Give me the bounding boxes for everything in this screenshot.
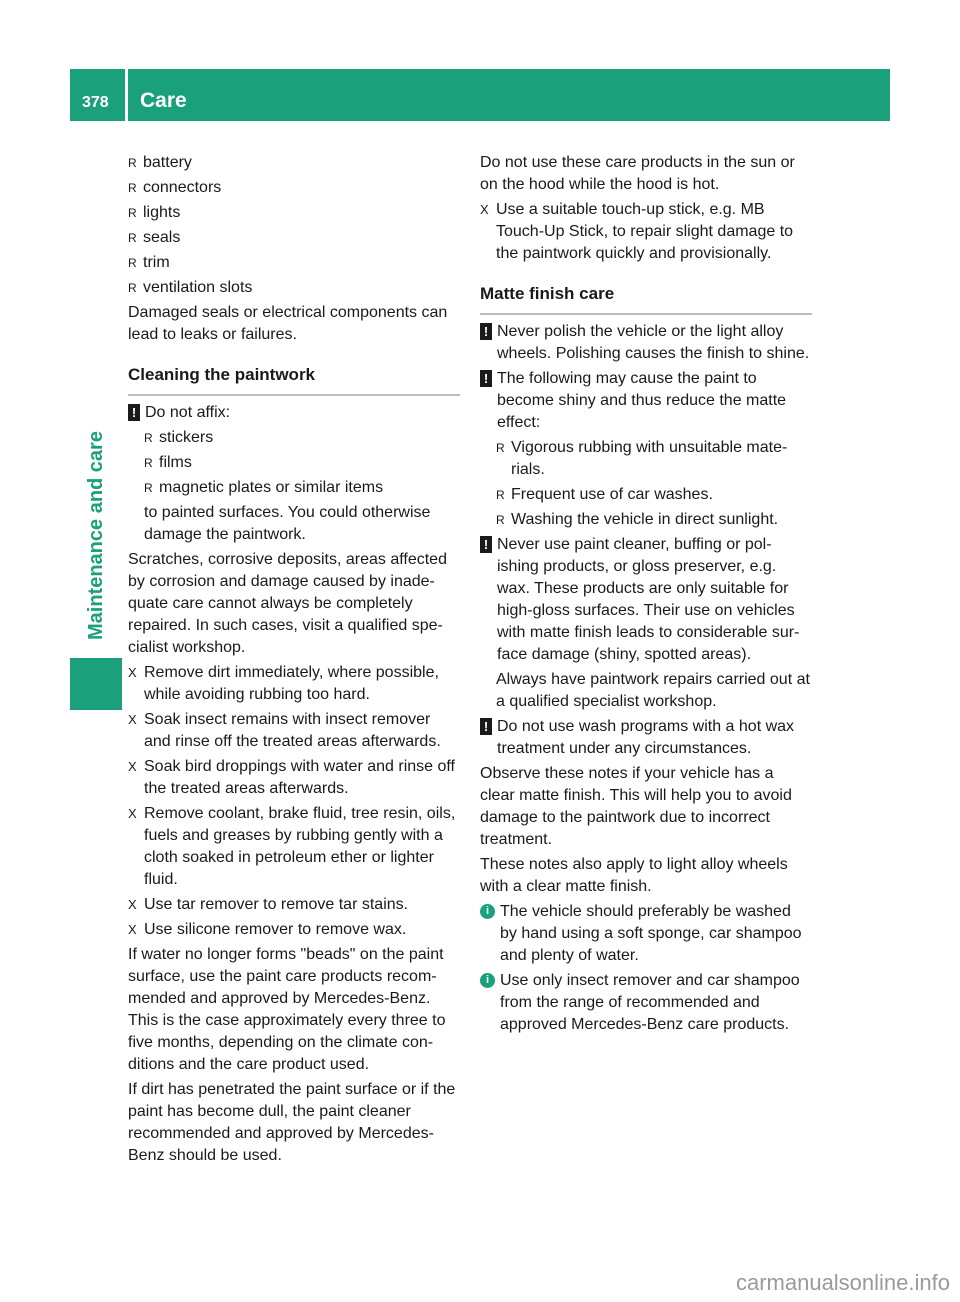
warning-note: ! Never use paint cleaner, buffing or pol- ishing products, or gloss preserver, e.g. wax. These products are only suitable for high-gloss surfaces. Their use on vehicles with matte finish leads to considerable sur- face damage (shiny, spotted areas). <box>480 534 812 666</box>
warning-icon: ! <box>480 323 492 340</box>
list-item: R ventilation slots <box>128 277 460 299</box>
list-item: R stickers <box>144 427 460 449</box>
step-arrow-icon: X <box>128 897 137 912</box>
paragraph: Scratches, corrosive deposits, areas affected by corrosion and damage caused by inade- quate care cannot always be completely repaired. In such cases, visit a qualified spe- cialist workshop. <box>128 551 447 656</box>
info-note: i The vehicle should preferably be washed by hand using a soft sponge, car shampoo and plenty of water. <box>480 901 812 967</box>
list-item: R films <box>144 452 460 474</box>
list-item: R seals <box>128 227 460 249</box>
section-heading: Cleaning the paintwork <box>128 364 460 396</box>
section-title: Care <box>140 89 187 112</box>
left-column <box>128 152 460 1170</box>
bullet-icon: R <box>128 206 137 220</box>
instruction-step: X Use a suitable touch-up stick, e.g. MB Touch-Up Stick, to repair slight damage to the paintwork quickly and provisionally. <box>480 199 812 265</box>
list-item: R battery <box>128 152 460 174</box>
paragraph: Damaged seals or electrical components can lead to leaks or failures. <box>128 304 448 343</box>
warning-note: ! Never polish the vehicle or the light alloy wheels. Polishing causes the finish to shine. <box>480 321 812 365</box>
warning-note: ! The following may cause the paint to become shiny and thus reduce the matte effect: <box>480 368 812 434</box>
step-arrow-icon: X <box>128 712 137 727</box>
paragraph: If dirt has penetrated the paint surface or if the paint has become dull, the paint cleaner recommended and approved by Mercedes- Benz should be used. <box>128 1081 456 1164</box>
step-arrow-icon: X <box>480 202 489 217</box>
watermark: carmanualsonline.info <box>735 1270 950 1295</box>
side-tab-marker <box>70 658 122 710</box>
bullet-icon: R <box>496 513 505 527</box>
bullet-icon: R <box>144 481 153 495</box>
bullet-icon: R <box>128 181 137 195</box>
list-item: R connectors <box>128 177 460 199</box>
list-item: R Washing the vehicle in direct sunlight. <box>496 509 812 531</box>
list-item: R magnetic plates or similar items <box>144 477 460 499</box>
warning-icon: ! <box>480 536 492 553</box>
list-item: R lights <box>128 202 460 224</box>
header-bar <box>70 69 890 121</box>
step-arrow-icon: X <box>128 665 137 680</box>
warning-icon: ! <box>480 718 492 735</box>
section-heading: Matte finish care <box>480 283 812 315</box>
bullet-icon: R <box>128 231 137 245</box>
bullet-icon: R <box>496 488 505 502</box>
warning-note: ! Do not use wash programs with a hot wax treatment under any circumstances. <box>480 716 812 760</box>
step-arrow-icon: X <box>128 806 137 821</box>
list-item: R Vigorous rubbing with unsuitable mate- rials. <box>496 437 812 481</box>
header-divider <box>125 69 128 121</box>
list-item: R trim <box>128 252 460 274</box>
step-arrow-icon: X <box>128 922 137 937</box>
info-icon: i <box>480 904 495 919</box>
bullet-icon: R <box>128 256 137 270</box>
warning-text: to painted surfaces. You could otherwise damage the paintwork. <box>144 504 431 543</box>
instruction-step: X Use silicone remover to remove wax. <box>128 919 460 941</box>
paragraph: If water no longer forms "beads" on the paint surface, use the paint care products recom- mended and approved by Mercedes-Benz. This is the case approximately every three to five months, depending on the climate con- ditions and the care product used. <box>128 946 446 1073</box>
paragraph: These notes also apply to light alloy wheels with a clear matte finish. <box>480 856 788 895</box>
instruction-step: X Remove coolant, brake fluid, tree resin, oils, fuels and greases by rubbing gently with a cloth soaked in petroleum ether or lighter fluid. <box>128 803 460 891</box>
info-note: i Use only insect remover and car shampoo from the range of recommended and approved Mercedes-Benz care products. <box>480 970 812 1036</box>
paragraph: Observe these notes if your vehicle has a clear matte finish. This will help you to avoid damage to the paintwork due to incorrect treatment. <box>480 765 792 848</box>
side-tab-label: Maintenance and care <box>85 431 107 640</box>
bullet-icon: R <box>144 456 153 470</box>
bullet-icon: R <box>144 431 153 445</box>
warning-icon: ! <box>128 404 140 421</box>
right-column <box>480 152 812 1039</box>
instruction-step: X Soak insect remains with insect remover and rinse off the treated areas afterwards. <box>128 709 460 753</box>
paragraph: Do not use these care products in the sun or on the hood while the hood is hot. <box>480 154 795 193</box>
instruction-step: X Soak bird droppings with water and rinse off the treated areas afterwards. <box>128 756 460 800</box>
bullet-icon: R <box>128 281 137 295</box>
warning-note: ! Do not affix: <box>128 402 460 424</box>
bullet-icon: R <box>496 441 505 455</box>
list-item: R Frequent use of car washes. <box>496 484 812 506</box>
warning-text: Always have paintwork repairs carried out at a qualified specialist workshop. <box>496 671 810 710</box>
info-icon: i <box>480 973 495 988</box>
step-arrow-icon: X <box>128 759 137 774</box>
bullet-icon: R <box>128 156 137 170</box>
warning-icon: ! <box>480 370 492 387</box>
instruction-step: X Remove dirt immediately, where possible, while avoiding rubbing too hard. <box>128 662 460 706</box>
instruction-step: X Use tar remover to remove tar stains. <box>128 894 460 916</box>
page-number: 378 <box>82 94 109 111</box>
